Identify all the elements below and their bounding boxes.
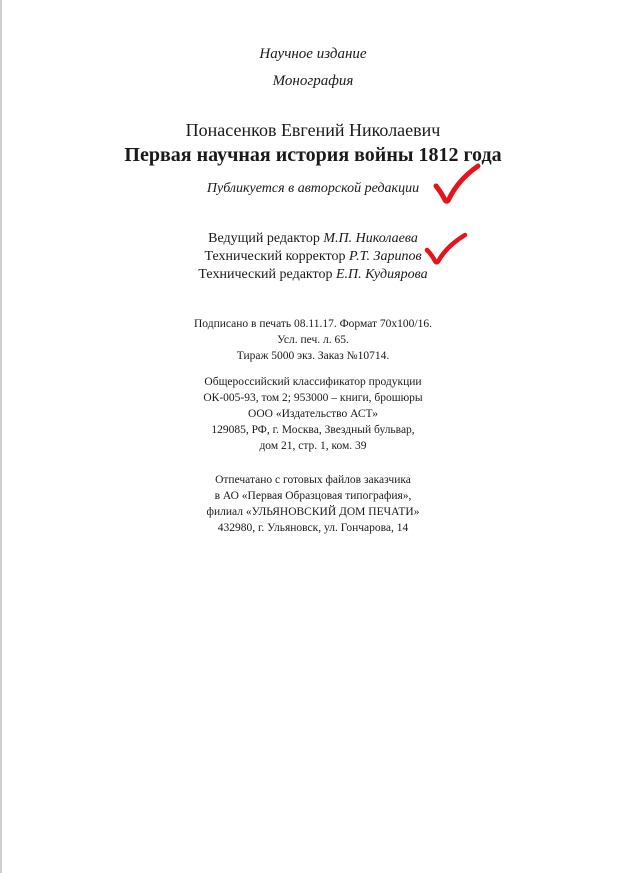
credit-name: М.П. Николаева bbox=[323, 231, 418, 246]
credit-line bbox=[0, 249, 626, 265]
classifier-line: Общероссийский классификатор продукции bbox=[204, 376, 422, 388]
credit-role: Ведущий редактор bbox=[208, 231, 320, 246]
genre-label: Научное издание bbox=[259, 46, 367, 62]
edition-note: Публикуется в авторской редакции bbox=[206, 181, 420, 196]
printer-line: филиал «УЛЬЯНОВСКИЙ ДОМ ПЕЧАТИ» bbox=[206, 506, 420, 518]
credit-name: Р.Т. Зарипов bbox=[348, 249, 422, 264]
author-name: Понасенков Евгений Николаевич bbox=[185, 120, 441, 140]
credit-role: Технический корректор bbox=[204, 249, 346, 264]
credit-line bbox=[0, 231, 626, 247]
credit-name: Е.П. Кудиярова bbox=[335, 267, 428, 282]
classifier-line: ООО «Издательство АСТ» bbox=[248, 408, 378, 420]
credit-role: Технический редактор bbox=[198, 267, 333, 282]
book-title: Первая научная история войны 1812 года bbox=[124, 144, 502, 166]
print-info-line: Подписано в печать 08.11.17. Формат 70х100/16. bbox=[194, 318, 432, 330]
checkmark-icon bbox=[432, 162, 482, 206]
classifier-line: ОК-005-93, том 2; 953000 – книги, брошюры bbox=[203, 392, 423, 404]
printer-line: Отпечатано с готовых файлов заказчика bbox=[215, 474, 411, 486]
print-info-line: Усл. печ. л. 65. bbox=[277, 334, 349, 346]
printer-line: 432980, г. Ульяновск, ул. Гончарова, 14 bbox=[217, 522, 409, 534]
classifier-line: дом 21, стр. 1, ком. 39 bbox=[259, 440, 367, 452]
printer-line: в АО «Первая Образцовая типография», bbox=[214, 490, 412, 502]
print-info-line: Тираж 5000 экз. Заказ №10714. bbox=[236, 350, 390, 362]
credit-line bbox=[0, 267, 626, 283]
type-label: Монография bbox=[272, 73, 354, 89]
classifier-line: 129085, РФ, г. Москва, Звездный бульвар, bbox=[211, 424, 415, 436]
checkmark-icon bbox=[424, 232, 468, 266]
